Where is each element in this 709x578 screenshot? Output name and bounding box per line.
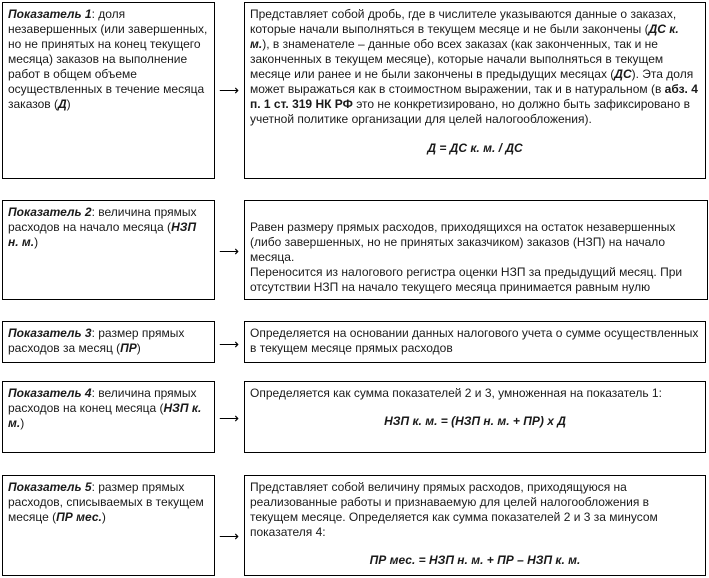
indicator-2-box [2, 200, 215, 300]
law-reference: абз. 4 п. 1 ст. 319 НК РФ [250, 82, 698, 111]
explanation-4-box [244, 381, 706, 453]
explanation-text: это не конкретизировано, но должно быть зафиксировано в учетной политике организации для целей налогообложения). [250, 97, 690, 126]
indicator-desc-end: ) [20, 416, 25, 430]
indicator-symbol: НЗП н. м. [8, 220, 197, 249]
formula: НЗП к. м. = (НЗП н. м. + ПР) х Д [384, 414, 566, 428]
explanation-text: Определяется как сумма показателей 2 и 3, умноженная на показатель 1: [250, 386, 662, 400]
arrow-icon: ⟶ [219, 336, 240, 352]
explanation-text: ). Эта доля может выражаться как в стоимостном выражении, так и в натуральном (в [250, 67, 694, 96]
explanation-3-box [244, 321, 706, 363]
symbol: ДС [614, 67, 632, 81]
indicator-label: Показатель 5 [8, 480, 92, 494]
explanation-text: Представляет собой дробь, где в числителе указываются данные о заказах, которые начали выполняться в текущем месяце и не были закончены ( [250, 7, 677, 36]
formula: Д = ДС к. м. / ДС [427, 141, 523, 155]
indicator-desc: : размер прямых расходов, списываемых в текущем месяце ( [8, 480, 204, 524]
indicator-desc-end: ) [34, 235, 39, 249]
indicator-symbol: ПР мес. [56, 510, 102, 524]
indicator-desc-end: ) [136, 341, 141, 355]
explanation-text: Представляет собой величину прямых расходов, приходящуюся на реализованные работы и признаваемую для целей налогообложения в текущем месяце. Определяется как сумма показателей 2 и 3 за минусом показателя 4: [250, 480, 658, 539]
indicator-desc-end: ) [66, 97, 71, 111]
indicator-label: Показатель 2 [8, 205, 92, 219]
explanation-1-box [244, 2, 706, 179]
symbol: ДС к. м. [250, 22, 679, 51]
formula: ПР мес. = НЗП н. м. + ПР – НЗП к. м. [369, 553, 581, 567]
indicator-5-box [2, 475, 215, 576]
indicator-symbol: НЗП к. м. [8, 401, 202, 430]
arrow-icon: ⟶ [219, 82, 240, 98]
indicator-desc: : размер прямых расходов за месяц ( [8, 326, 185, 355]
indicator-label: Показатель 4 [8, 386, 92, 400]
indicator-label: Показатель 1 [8, 7, 92, 21]
arrow-icon: ⟶ [219, 410, 240, 426]
indicator-label: Показатель 3 [8, 326, 92, 340]
explanation-2-box [244, 200, 708, 300]
indicator-desc: : величина прямых расходов на начало месяца ( [8, 205, 197, 234]
indicator-symbol: ПР [120, 341, 137, 355]
indicator-desc: : доля незавершенных (или завершенных, но не принятых на конец текущего месяца) заказов на выполнение работ в общем объеме осуществленных в течение месяца заказов ( [8, 7, 208, 111]
indicator-desc-end: ) [101, 510, 106, 524]
explanation-text: Равен размеру прямых расходов, приходящихся на остаток незавершенных (либо завершенных, но не принятых заказчиком) заказов (НЗП) на начало месяца. Переносится из налогового регистра оценки НЗП за предыдущий месяц. При отсутствии НЗП на начало текущего месяца принимается равным нулю [250, 220, 683, 294]
explanation-text: Определяется на основании данных налогового учета о сумме осуществленных в текущем месяце прямых расходов [250, 326, 699, 355]
indicator-desc: : величина прямых расходов на конец месяца ( [8, 386, 197, 415]
explanation-5-box [244, 475, 706, 576]
indicator-4-box [2, 381, 215, 453]
indicator-symbol: Д [57, 97, 67, 111]
arrow-icon: ⟶ [219, 528, 240, 544]
explanation-text: ), в знаменателе – данные обо всех заказах (как законченных, так и не законченных в текущем месяце), которые начали выполняться в текущем месяце или ранее и не были закончены в предыдущих месяцах ( [250, 37, 664, 81]
arrow-icon: ⟶ [219, 243, 240, 259]
indicator-3-box [2, 321, 215, 363]
indicator-1-box [2, 2, 215, 179]
